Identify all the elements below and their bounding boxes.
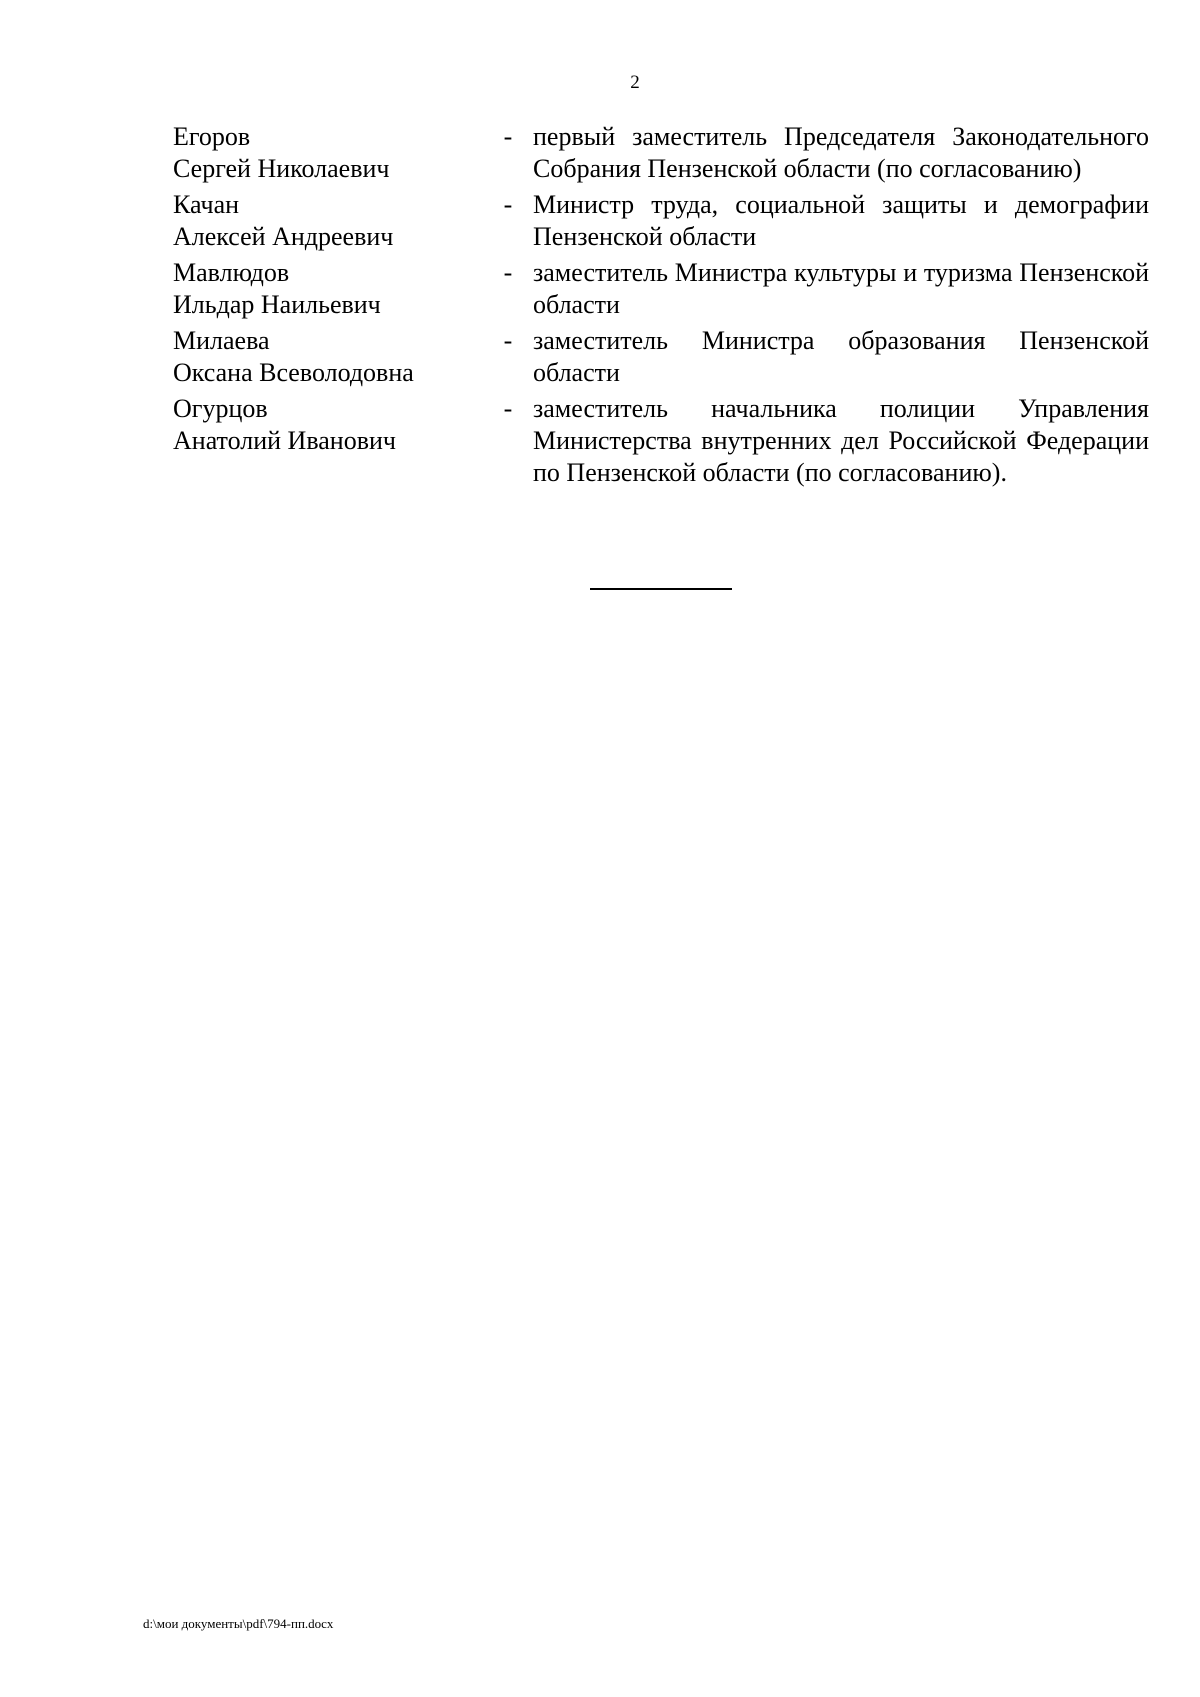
member-row	[173, 121, 1149, 185]
member-row	[173, 325, 1149, 389]
member-name	[173, 121, 483, 185]
member-row	[173, 393, 1149, 489]
member-surname: Качан	[173, 190, 240, 219]
end-of-list-divider	[590, 588, 732, 590]
member-given-names: Ильдар Наильевич	[173, 290, 381, 319]
member-given-names: Оксана Всеволодовна	[173, 358, 414, 387]
document-file-path: d:\мои документы\pdf\794-пп.docx	[143, 1616, 334, 1631]
member-dash: -	[503, 190, 513, 219]
member-row	[173, 257, 1149, 321]
page-number: 2	[630, 72, 640, 93]
member-surname: Огурцов	[173, 394, 268, 423]
member-dash: -	[503, 394, 513, 423]
member-given-names: Анатолий Иванович	[173, 426, 396, 455]
member-dash: -	[503, 122, 513, 151]
member-surname: Мавлюдов	[173, 258, 290, 287]
member-name	[173, 189, 483, 253]
member-position: заместитель начальника полиции Управления Министерства внутренних дел Российской Федерации по Пензенской области (по согласованию).	[533, 394, 1149, 487]
member-surname: Егоров	[173, 122, 251, 151]
member-position: Министр труда, социальной защиты и демографии Пензенской области	[533, 190, 1149, 251]
member-given-names: Алексей Андреевич	[173, 222, 394, 251]
member-row	[173, 189, 1149, 253]
member-dash: -	[503, 258, 513, 287]
member-surname: Милаева	[173, 326, 270, 355]
member-name	[173, 325, 483, 389]
member-dash: -	[503, 326, 513, 355]
member-position: первый заместитель Председателя Законодательного Собрания Пензенской области (по согласованию)	[533, 122, 1149, 183]
member-name	[173, 393, 483, 457]
committee-member-list	[173, 121, 1149, 493]
member-position: заместитель Министра образования Пензенской области	[533, 326, 1149, 387]
member-position: заместитель Министра культуры и туризма Пензенской области	[533, 258, 1149, 319]
member-given-names: Сергей Николаевич	[173, 154, 390, 183]
member-name	[173, 257, 483, 321]
